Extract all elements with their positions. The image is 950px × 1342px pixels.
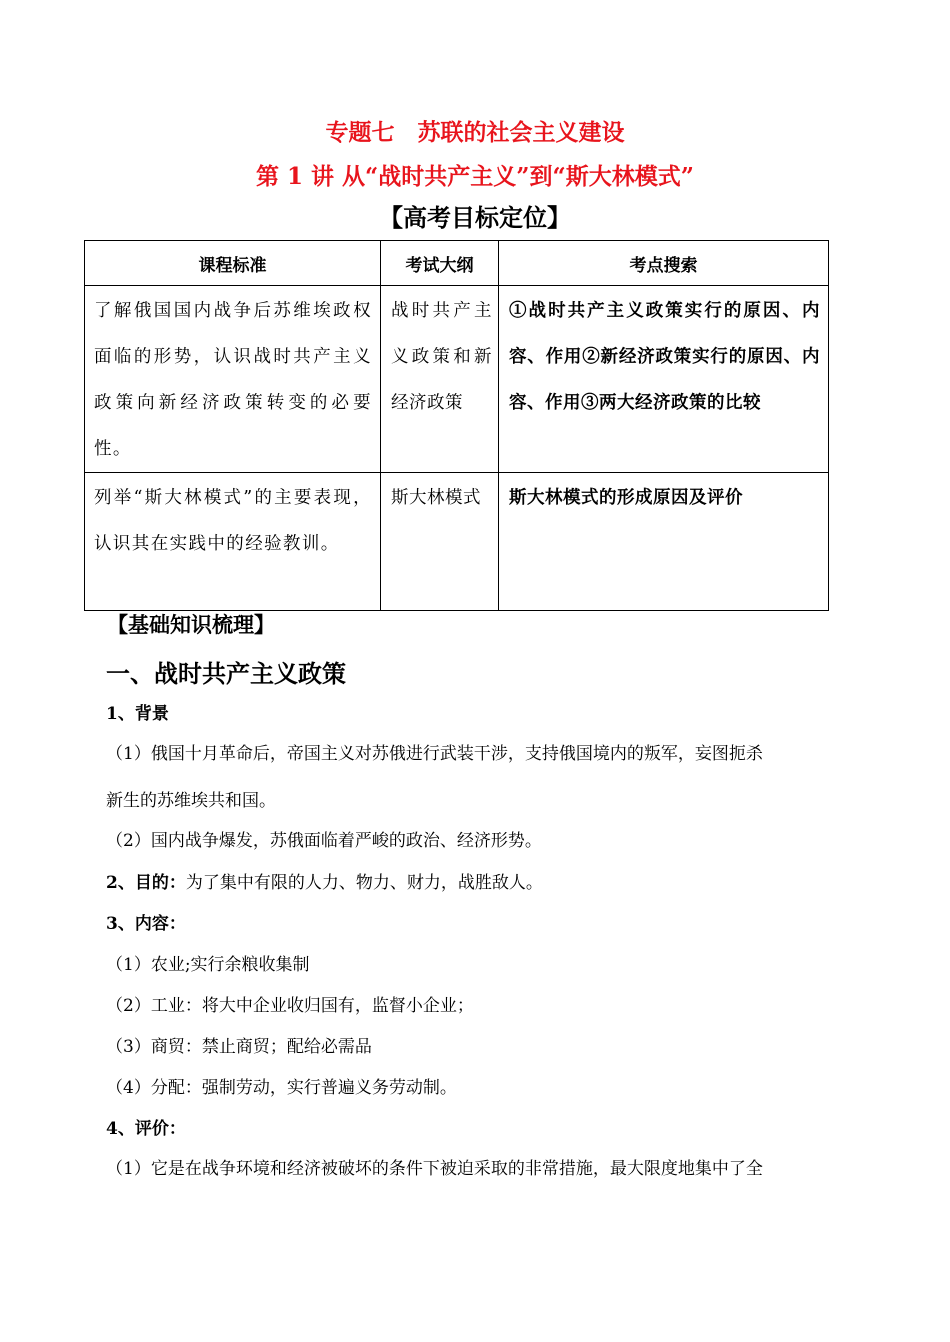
list-item: （2）工业：将大中企业收归国有，监督小企业；	[106, 996, 474, 1016]
header-outline: 考试大纲	[381, 241, 499, 286]
content-label: 3、内容：	[106, 914, 186, 934]
cell-outline: 斯大林模式	[391, 488, 481, 508]
list-item: （4）分配：强制劳动，实行普遍义务劳动制。	[106, 1078, 457, 1098]
goal-text: 为了集中有限的人力、物力、财力，战胜敌人。	[185, 873, 543, 893]
table-row	[85, 286, 829, 473]
background-label: 1、背景	[106, 704, 169, 724]
cell-points: 斯大林模式的形成原因及评价	[509, 488, 743, 508]
header-points: 考点搜索	[499, 241, 829, 286]
lecture-title: 第 1 讲 从“战时共产主义”到“斯大林模式”	[256, 163, 694, 190]
header-standard: 课程标准	[85, 241, 381, 286]
paragraph: （1）俄国十月革命后，帝国主义对苏俄进行武装干涉，支持俄国境内的叛军，妄图扼杀	[106, 744, 763, 764]
goal-label: 2、目的：	[106, 873, 186, 893]
paragraph: 新生的苏维埃共和国。	[106, 791, 276, 811]
cell-outline: 战时共产主义政策和新经济政策	[391, 301, 492, 413]
evaluation-label: 4、评价：	[106, 1119, 186, 1139]
list-item: （1）农业;实行余粮收集制	[106, 955, 310, 975]
table-row	[85, 473, 829, 611]
section-title-goal: 【高考目标定位】	[379, 203, 571, 232]
cell-standard: 了解俄国国内战争后苏维埃政权面临的形势，认识战时共产主义政策向新经济政策转变的必要性。	[94, 301, 372, 459]
cell-points: ①战时共产主义政策实行的原因、内容、作用②新经济政策实行的原因、内容、作用③两大经济政策的比较	[509, 301, 820, 413]
table-header-row	[85, 241, 829, 286]
goal-paragraph	[106, 871, 543, 895]
list-item: （3）商贸：禁止商贸；配给必需品	[106, 1037, 372, 1057]
paragraph: （1）它是在战争环境和经济被破坏的条件下被迫采取的非常措施，最大限度地集中了全	[106, 1159, 763, 1179]
part-title: 一、战时共产主义政策	[106, 659, 346, 688]
topic-title: 专题七 苏联的社会主义建设	[325, 119, 625, 146]
cell-standard: 列举“斯大林模式”的主要表现，认识其在实践中的经验教训。	[94, 488, 372, 554]
goal-table	[84, 240, 829, 611]
paragraph: （2）国内战争爆发，苏俄面临着严峻的政治、经济形势。	[106, 831, 542, 851]
section-title-basics: 【基础知识梳理】	[107, 612, 275, 637]
